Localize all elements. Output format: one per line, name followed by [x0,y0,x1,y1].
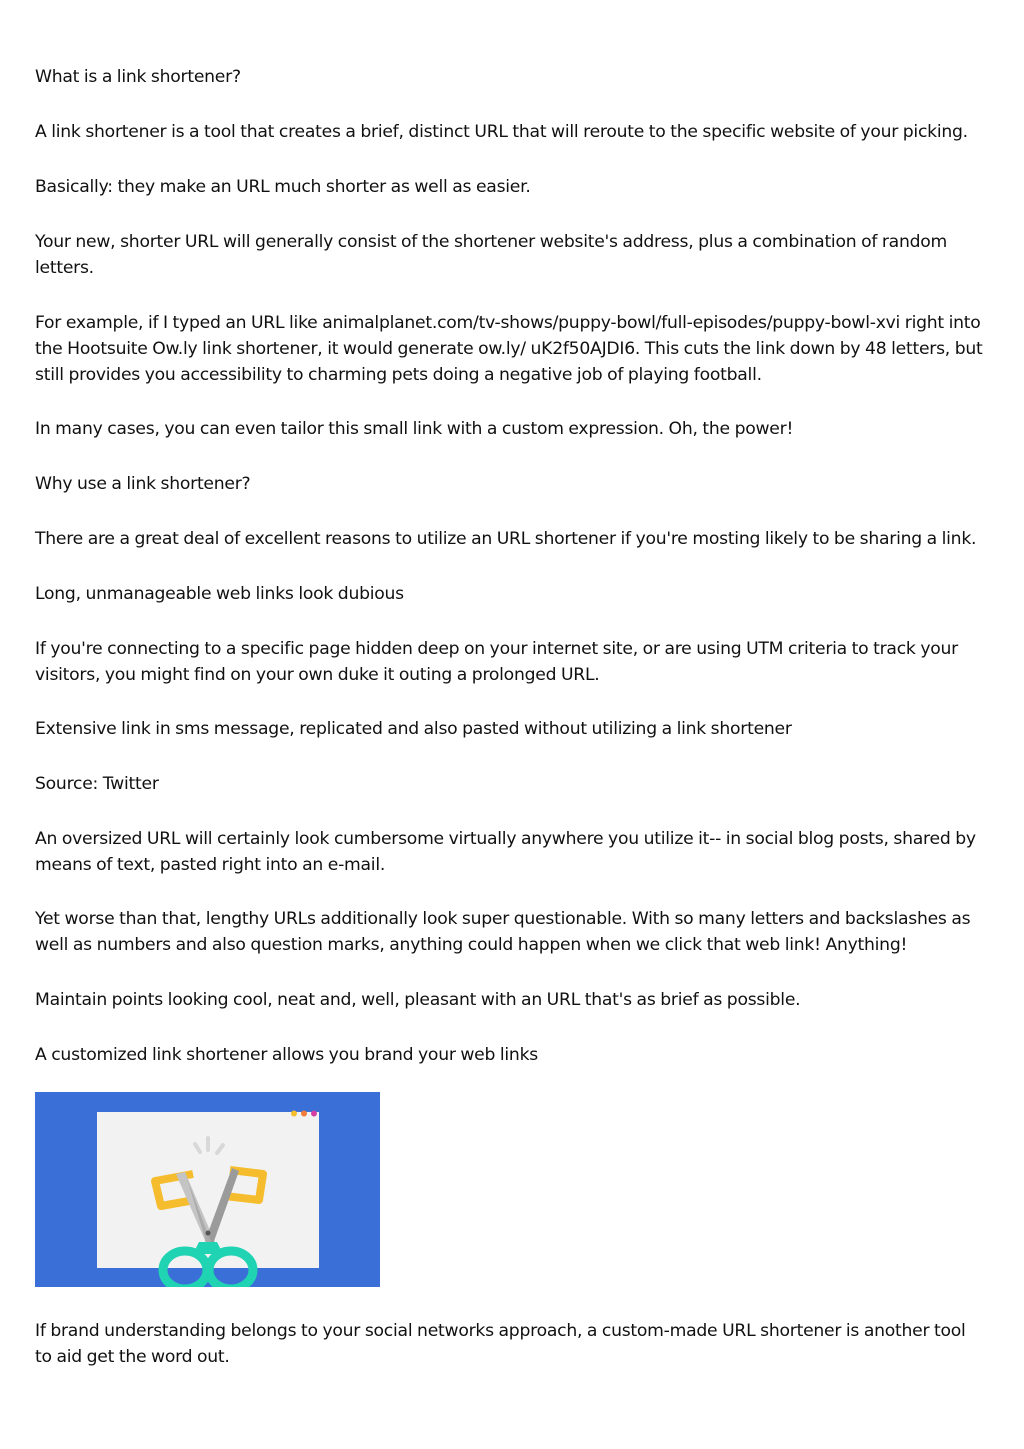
paragraph: A link shortener is a tool that creates a brief, distinct URL that will reroute to the specific website of your picking. [35,122,968,142]
section-heading-custom-shortener: A customized link shortener allows you brand your web links [35,1045,538,1065]
paragraph: Basically: they make an URL much shorter as well as easier. [35,177,531,197]
paragraph: There are a great deal of excellent reasons to utilize an URL shortener if you're mosting likely to be sharing a link. [35,529,977,549]
image-caption: Extensive link in sms message, replicated and also pasted without utilizing a link shortener [35,719,792,739]
paragraph: If brand understanding belongs to your social networks approach, a custom-made URL shortener is another tool to aid get the word out. [35,1321,966,1367]
paragraph: For example, if I typed an URL like animalplanet.com/tv-shows/puppy-bowl/full-episodes/puppy-bowl-xvi right into the Hootsuite Ow.ly link shortener, it would generate ow.ly/ uK2f50AJDI6. This cuts the link down by 48 letters, but still provides you accessibility to charming pets doing a negative job of playing football. [35,313,983,385]
paragraph: Maintain points looking cool, neat and, well, pleasant with an URL that's as brief as possible. [35,990,801,1010]
question-heading-why: Why use a link shortener? [35,474,251,494]
scissors-cutting-chain-link-icon [35,1092,380,1287]
paragraph: An oversized URL will certainly look cumbersome virtually anywhere you utilize it-- in social blog posts, shared by means of text, pasted right into an e-mail. [35,829,976,875]
paragraph: In many cases, you can even tailor this small link with a custom expression. Oh, the power! [35,419,794,439]
window-dot-yellow [291,1111,297,1117]
window-dot-pink [311,1111,317,1117]
paragraph: Your new, shorter URL will generally consist of the shortener website's address, plus a combination of random letters. [35,232,948,278]
section-heading-long-links: Long, unmanageable web links look dubious [35,584,404,604]
paragraph: If you're connecting to a specific page hidden deep on your internet site, or are using UTM criteria to track your visitors, you might find on your own duke it outing a prolonged URL. [35,639,958,685]
paragraph: Yet worse than that, lengthy URLs additionally look super questionable. With so many letters and backslashes as well as numbers and also question marks, anything could happen when we click that web link! Anything! [35,909,971,955]
link-shortener-illustration [35,1092,380,1287]
image-source: Source: Twitter [35,774,159,794]
question-heading-what: What is a link shortener? [35,67,241,87]
window-dot-orange [301,1111,307,1117]
